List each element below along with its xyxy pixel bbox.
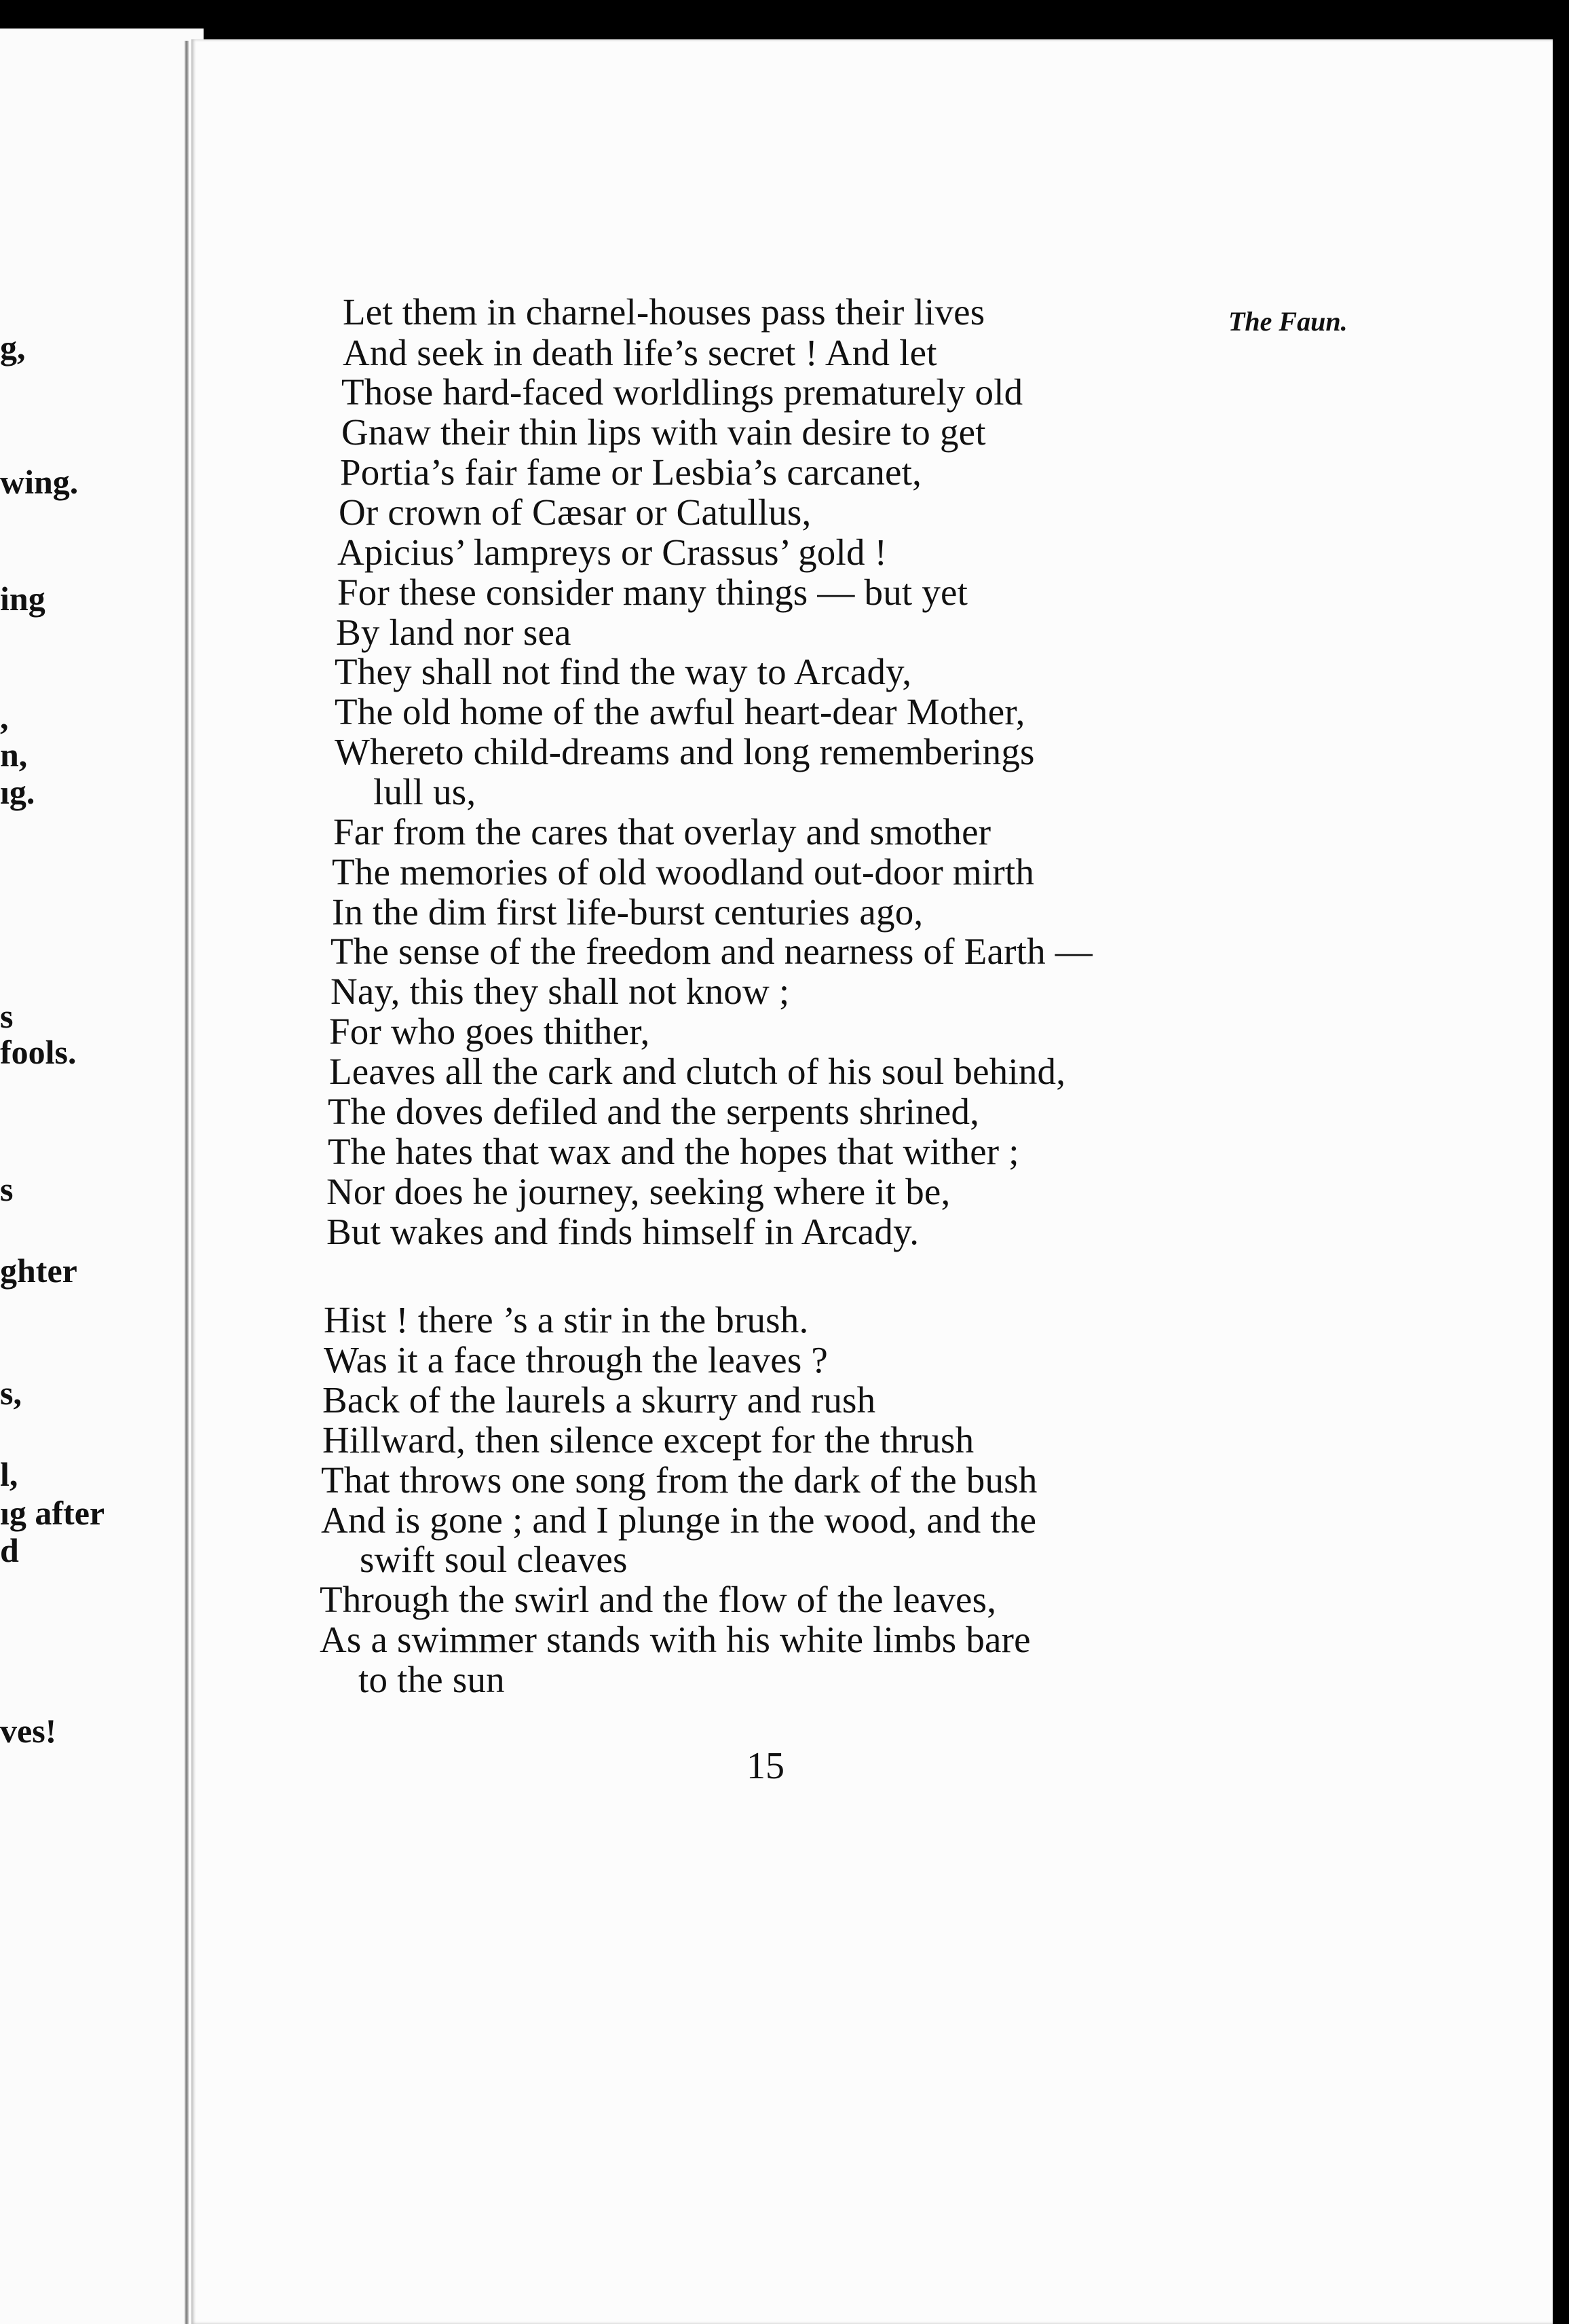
poem-line: Those hard-faced worldlings prematurely old xyxy=(341,371,1023,413)
poem-line: Portia’s fair fame or Lesbia’s carcanet, xyxy=(340,451,922,493)
poem-line: Hist ! there ’s a stir in the brush. xyxy=(324,1299,809,1341)
poem-line: But wakes and finds himself in Arcady. xyxy=(326,1211,920,1252)
poem-line: Let them in charnel-houses pass their lives xyxy=(343,291,985,333)
poem-line: As a swimmer stands with his white limbs bare xyxy=(320,1619,1031,1660)
fragment-text: ing xyxy=(0,580,45,618)
fragment-text: fools. xyxy=(0,1033,77,1071)
poem-line: And is gone ; and I plunge in the wood, and the xyxy=(321,1499,1037,1541)
fragment-text: ves! xyxy=(0,1712,57,1750)
fragment-text: g, xyxy=(0,329,26,367)
poem-line: to the sun xyxy=(358,1659,505,1700)
fragment-text: d xyxy=(0,1531,19,1569)
poem-line: Gnaw their thin lips with vain desire to get xyxy=(341,411,986,453)
poem-line: They shall not find the way to Arcady, xyxy=(335,651,912,692)
book-gutter xyxy=(185,41,189,2324)
running-head: The Faun. xyxy=(1228,306,1348,337)
fragment-text: s xyxy=(0,1170,14,1208)
facing-page-fragment xyxy=(0,29,204,2324)
poem-line: Back of the laurels a skurry and rush xyxy=(322,1379,876,1421)
poem-line: The memories of old woodland out-door mirth xyxy=(332,851,1035,893)
poem-line: That throws one song from the dark of the bush xyxy=(321,1459,1038,1501)
poem-line: Nay, this they shall not know ; xyxy=(330,971,790,1012)
scan-border-right xyxy=(1553,27,1569,2324)
poem-line: swift soul cleaves xyxy=(360,1539,628,1580)
poem-line: For these consider many things — but yet xyxy=(337,571,968,613)
poem-line: The hates that wax and the hopes that wither ; xyxy=(328,1131,1019,1172)
fragment-text: n, xyxy=(0,736,28,774)
fragment-text: ghter xyxy=(0,1252,77,1290)
poem-line: Was it a face through the leaves ? xyxy=(324,1339,829,1381)
poem-line: The old home of the awful heart-dear Mother, xyxy=(335,691,1025,732)
poem-line: For who goes thither, xyxy=(329,1011,650,1052)
fragment-text: wing. xyxy=(0,463,79,501)
poem-line: The doves defiled and the serpents shrined, xyxy=(328,1091,980,1132)
fragment-text: s, xyxy=(0,1374,22,1412)
fragment-text: , xyxy=(0,698,9,736)
poem-line: Through the swirl and the flow of the leaves, xyxy=(320,1579,997,1620)
poem-line: Leaves all the cark and clutch of his soul behind, xyxy=(329,1051,1066,1092)
poem-line: Hillward, then silence except for the thrush xyxy=(322,1419,975,1461)
poem-line: Whereto child-dreams and long rememberings xyxy=(335,731,1035,772)
poem-line: And seek in death life’s secret ! And let xyxy=(343,332,937,373)
poem-line: The sense of the freedom and nearness of Earth — xyxy=(330,931,1093,972)
poem-line: Apicius’ lampreys or Crassus’ gold ! xyxy=(337,531,888,573)
fragment-text: ıg after xyxy=(0,1494,105,1532)
poem-line: Far from the cares that overlay and smother xyxy=(333,811,991,852)
poem-line: By land nor sea xyxy=(336,612,571,653)
fragment-text: ıg. xyxy=(0,773,35,811)
poem-line: lull us, xyxy=(373,771,476,812)
poem-line: In the dim first life-burst centuries ago, xyxy=(332,891,924,933)
fragment-text: l, xyxy=(0,1455,18,1493)
page-number: 15 xyxy=(746,1745,784,1787)
poem-line: Nor does he journey, seeking where it be, xyxy=(326,1171,951,1212)
poem-line: Or crown of Cæsar or Catullus, xyxy=(339,491,812,533)
fragment-text: s xyxy=(0,997,14,1035)
